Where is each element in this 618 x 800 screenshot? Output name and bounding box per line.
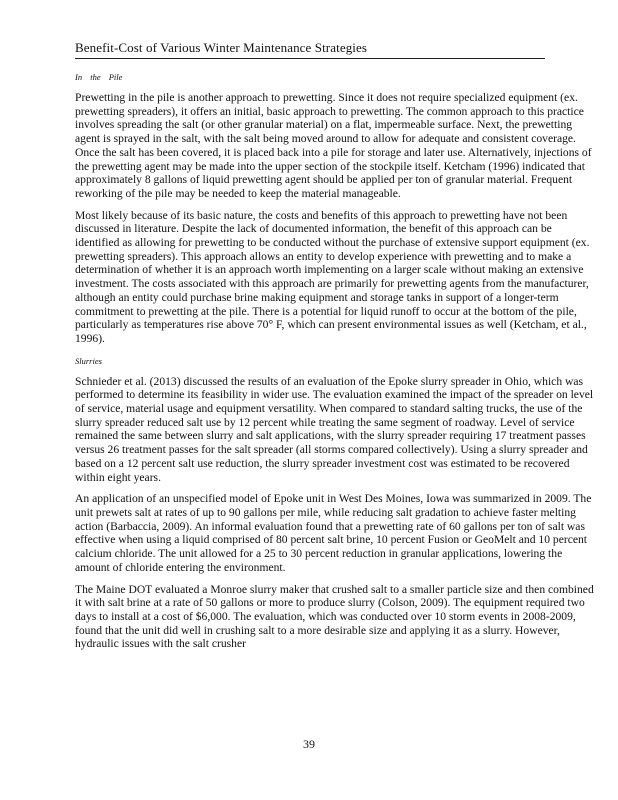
- header-rule: [75, 58, 545, 59]
- paragraph: Schnieder et al. (2013) discussed the results of an evaluation of the Epoke slurry spreader in Ohio, which was performed to determine its feasibility in wider use. The evaluation examined the impact of the spreader on level of service, material usage and equipment versatility. When compared to standard salting trucks, the use of the slurry spreader reduced salt use by 12 percent while treating the same segment of roadway. Level of service remained the same between slurry and salt applications, with the slurry spreader requiring 17 treatment passes versus 26 treatment passes for the salt spreader (all storms compared collectively). Using a slurry spreader and based on a 12 percent salt use reduction, the slurry spreader investment cost was estimated to be recovered within eight years.: [75, 374, 594, 484]
- page-number: 39: [303, 737, 315, 751]
- running-header: Benefit-Cost of Various Winter Maintenance Strategies: [75, 40, 368, 55]
- page-body: [75, 72, 595, 659]
- paragraph: The Maine DOT evaluated a Monroe slurry maker that crushed salt to a smaller particle size and then combined it with salt brine at a rate of 50 gallons or more to produce slurry (Colson, 2009). The equipment required two days to install at a cost of $6,000. The evaluation, which was conducted over 10 storm events in 2008-2009, found that the unit did well in crushing salt to a more desirable size and applying it as a slurry. However, hydraulic issues with the salt crusher: [75, 582, 594, 651]
- paragraph: An application of an unspecified model of Epoke unit in West Des Moines, Iowa was summarized in 2009. The unit prewets salt at rates of up to 90 gallons per mile, while reducing salt gradation to achieve faster melting action (Barbaccia, 2009). An informal evaluation found that a prewetting rate of 60 gallons per ton of salt was effective when using a liquid comprised of 80 percent salt brine, 10 percent Fusion or GeoMelt and 10 percent calcium chloride. The unit allowed for a 25 to 30 percent reduction in granular applications, lowering the amount of chloride entering the environment.: [75, 492, 592, 574]
- section-heading-in-the-pile: In the Pile: [75, 72, 123, 82]
- paragraph: Prewetting in the pile is another approach to prewetting. Since it does not require specialized equipment (ex. prewetting spreaders), it offers an initial, basic approach to prewetting. The common approach to this practice involves spreading the salt (or other granular material) on a flat, impermeable surface. Next, the prewetting agent is sprayed in the salt, with the salt being moved around to allow for adequate and consistent coverage. Once the salt has been covered, it is placed back into a pile for storage and later use. Alternatively, injections of the prewetting agent may be made into the upper section of the stockpile itself. Ketcham (1996) indicated that approximately 8 gallons of liquid prewetting agent should be applied per ton of granular material. Frequent reworking of the pile may be needed to keep the material manageable.: [75, 91, 592, 200]
- paragraph: Most likely because of its basic nature, the costs and benefits of this approach to prewetting have not been discussed in literature. Despite the lack of documented information, the benefit of this approach can be identified as allowing for prewetting to be conducted without the purchase of extensive support equipment (ex. prewetting spreaders). This approach allows an entity to develop experience with prewetting and to make a determination of whether it is an approach worth implementing on a larger scale without making an extensive investment. The costs associated with this approach are primarily for prewetting agents from the manufacturer, although an entity could purchase brine making equipment and storage tanks in support of a longer-term commitment to prewetting at the pile. There is a potential for liquid runoff to occur at the bottom of the pile, particularly as temperatures rise above 70° F, which can present environmental issues as well (Ketcham, et al., 1996).: [75, 208, 590, 345]
- section-heading-slurries: Slurries: [75, 355, 102, 366]
